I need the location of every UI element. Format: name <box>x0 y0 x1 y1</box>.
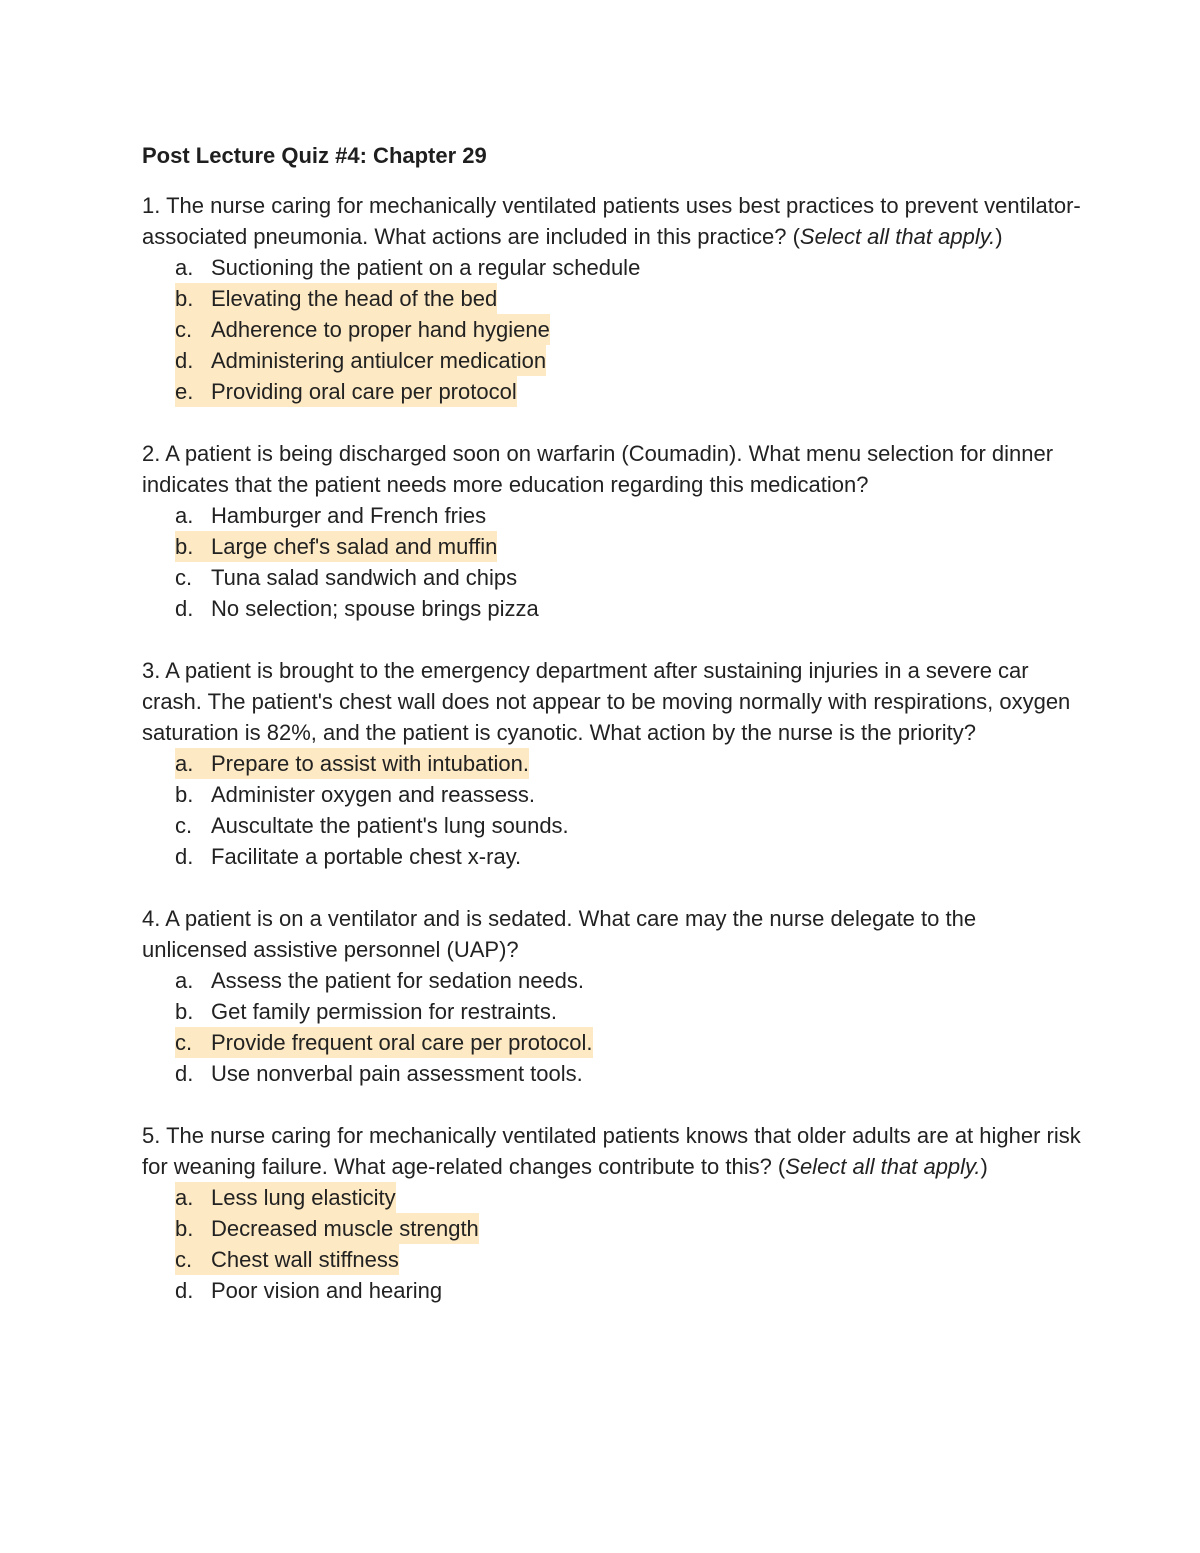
option-letter: c. <box>175 1030 193 1055</box>
stem-text: 1. The nurse caring for mechanically ventilated patients uses best practices to prevent ventilator-associated pneumonia. What actions are included in this practice? ( <box>142 193 1081 249</box>
answer-option <box>142 810 1082 841</box>
option-letter: a. <box>175 1185 194 1210</box>
answer-option <box>142 252 1082 283</box>
option-letter: c. <box>175 317 193 342</box>
question-stem <box>142 903 1082 965</box>
option-content <box>175 345 546 376</box>
answer-option-highlighted <box>142 1182 1082 1213</box>
answer-option <box>142 500 1082 531</box>
option-text: No selection; spouse brings pizza <box>211 596 539 621</box>
answer-option <box>142 779 1082 810</box>
option-text: Less lung elasticity <box>211 1185 396 1210</box>
option-text: Large chef's salad and muffin <box>211 534 498 559</box>
option-text: Auscultate the patient's lung sounds. <box>211 813 569 838</box>
option-letter: b. <box>175 999 194 1024</box>
option-letter: d. <box>175 348 194 373</box>
option-text: Adherence to proper hand hygiene <box>211 317 550 342</box>
answer-option <box>142 1275 1082 1306</box>
option-text: Suctioning the patient on a regular schedule <box>211 255 641 280</box>
stem-italic-text: Select all that apply. <box>799 224 996 249</box>
answer-option-highlighted <box>142 531 1082 562</box>
question-4 <box>142 903 1082 1089</box>
option-letter: e. <box>175 379 194 404</box>
option-text: Chest wall stiffness <box>211 1247 399 1272</box>
stem-text: 2. A patient is being discharged soon on warfarin (Coumadin). What menu selection for dinner indicates that the patient needs more education regarding this medication? <box>142 441 1054 497</box>
option-text: Use nonverbal pain assessment tools. <box>211 1061 583 1086</box>
option-letter: c. <box>175 1247 193 1272</box>
option-content <box>175 996 557 1027</box>
question-5 <box>142 1120 1082 1306</box>
option-content <box>175 283 497 314</box>
question-list <box>142 190 1082 1306</box>
option-content <box>175 1275 442 1306</box>
option-content <box>175 841 521 872</box>
option-text: Hamburger and French fries <box>211 503 487 528</box>
stem-text: 5. The nurse caring for mechanically ventilated patients knows that older adults are at higher risk for weaning failure. What age-related changes contribute to this? ( <box>142 1123 1081 1179</box>
option-content <box>175 1213 479 1244</box>
option-letter: c. <box>175 565 193 590</box>
option-letter: c. <box>175 813 193 838</box>
option-letter: d. <box>175 1061 194 1086</box>
option-content <box>175 500 486 531</box>
answer-option-highlighted <box>142 283 1082 314</box>
answer-options <box>142 1182 1082 1306</box>
option-content <box>175 252 640 283</box>
answer-option-highlighted <box>142 345 1082 376</box>
answer-option-highlighted <box>142 376 1082 407</box>
question-2 <box>142 438 1082 624</box>
option-text: Provide frequent oral care per protocol. <box>211 1030 593 1055</box>
answer-option <box>142 965 1082 996</box>
option-text: Poor vision and hearing <box>211 1278 443 1303</box>
option-letter: a. <box>175 968 194 993</box>
answer-options <box>142 500 1082 624</box>
question-stem <box>142 438 1082 500</box>
option-letter: a. <box>175 503 194 528</box>
question-3 <box>142 655 1082 872</box>
option-content <box>175 779 535 810</box>
answer-options <box>142 252 1082 407</box>
option-content <box>175 810 569 841</box>
option-text: Facilitate a portable chest x-ray. <box>211 844 522 869</box>
option-letter: b. <box>175 534 194 559</box>
stem-text: 3. A patient is brought to the emergency department after sustaining injuries in a severe car crash. The patient's chest wall does not appear to be moving normally with respirations, oxygen saturation is 82%, and the patient is cyanotic. What action by the nurse is the priority? <box>142 658 1071 745</box>
answer-option <box>142 562 1082 593</box>
option-letter: d. <box>175 1278 194 1303</box>
question-stem <box>142 1120 1082 1182</box>
stem-text: ) <box>980 1154 988 1179</box>
page-title: Post Lecture Quiz #4: Chapter 29 <box>142 143 487 168</box>
option-text: Prepare to assist with intubation. <box>211 751 529 776</box>
option-letter: a. <box>175 255 194 280</box>
document-page <box>142 140 1082 1337</box>
option-text: Get family permission for restraints. <box>211 999 557 1024</box>
answer-option <box>142 996 1082 1027</box>
question-stem <box>142 655 1082 748</box>
option-letter: d. <box>175 844 194 869</box>
option-content <box>175 562 517 593</box>
answer-option-highlighted <box>142 1027 1082 1058</box>
answer-options <box>142 965 1082 1089</box>
stem-text: 4. A patient is on a ventilator and is sedated. What care may the nurse delegate to the unlicensed assistive personnel (UAP)? <box>142 906 977 962</box>
option-letter: b. <box>175 1216 194 1241</box>
option-text: Decreased muscle strength <box>211 1216 479 1241</box>
option-content <box>175 593 539 624</box>
option-content <box>175 1058 583 1089</box>
option-letter: a. <box>175 751 194 776</box>
answer-option-highlighted <box>142 1244 1082 1275</box>
option-text: Tuna salad sandwich and chips <box>211 565 518 590</box>
option-content <box>175 965 584 996</box>
option-text: Administer oxygen and reassess. <box>211 782 536 807</box>
option-content <box>175 314 550 345</box>
answer-option <box>142 1058 1082 1089</box>
option-content <box>175 748 529 779</box>
option-content <box>175 1027 593 1058</box>
option-text: Administering antiulcer medication <box>211 348 547 373</box>
option-letter: d. <box>175 596 194 621</box>
stem-text: ) <box>995 224 1003 249</box>
option-content <box>175 1244 399 1275</box>
question-stem <box>142 190 1082 252</box>
option-text: Assess the patient for sedation needs. <box>211 968 585 993</box>
answer-option-highlighted <box>142 1213 1082 1244</box>
answer-options <box>142 748 1082 872</box>
answer-option-highlighted <box>142 314 1082 345</box>
option-text: Providing oral care per protocol <box>211 379 517 404</box>
option-content <box>175 1182 396 1213</box>
stem-italic-text: Select all that apply. <box>785 1154 981 1179</box>
option-letter: b. <box>175 782 194 807</box>
option-text: Elevating the head of the bed <box>211 286 498 311</box>
answer-option-highlighted <box>142 748 1082 779</box>
option-content <box>175 376 517 407</box>
option-letter: b. <box>175 286 194 311</box>
question-1 <box>142 190 1082 407</box>
option-content <box>175 531 497 562</box>
answer-option <box>142 841 1082 872</box>
answer-option <box>142 593 1082 624</box>
